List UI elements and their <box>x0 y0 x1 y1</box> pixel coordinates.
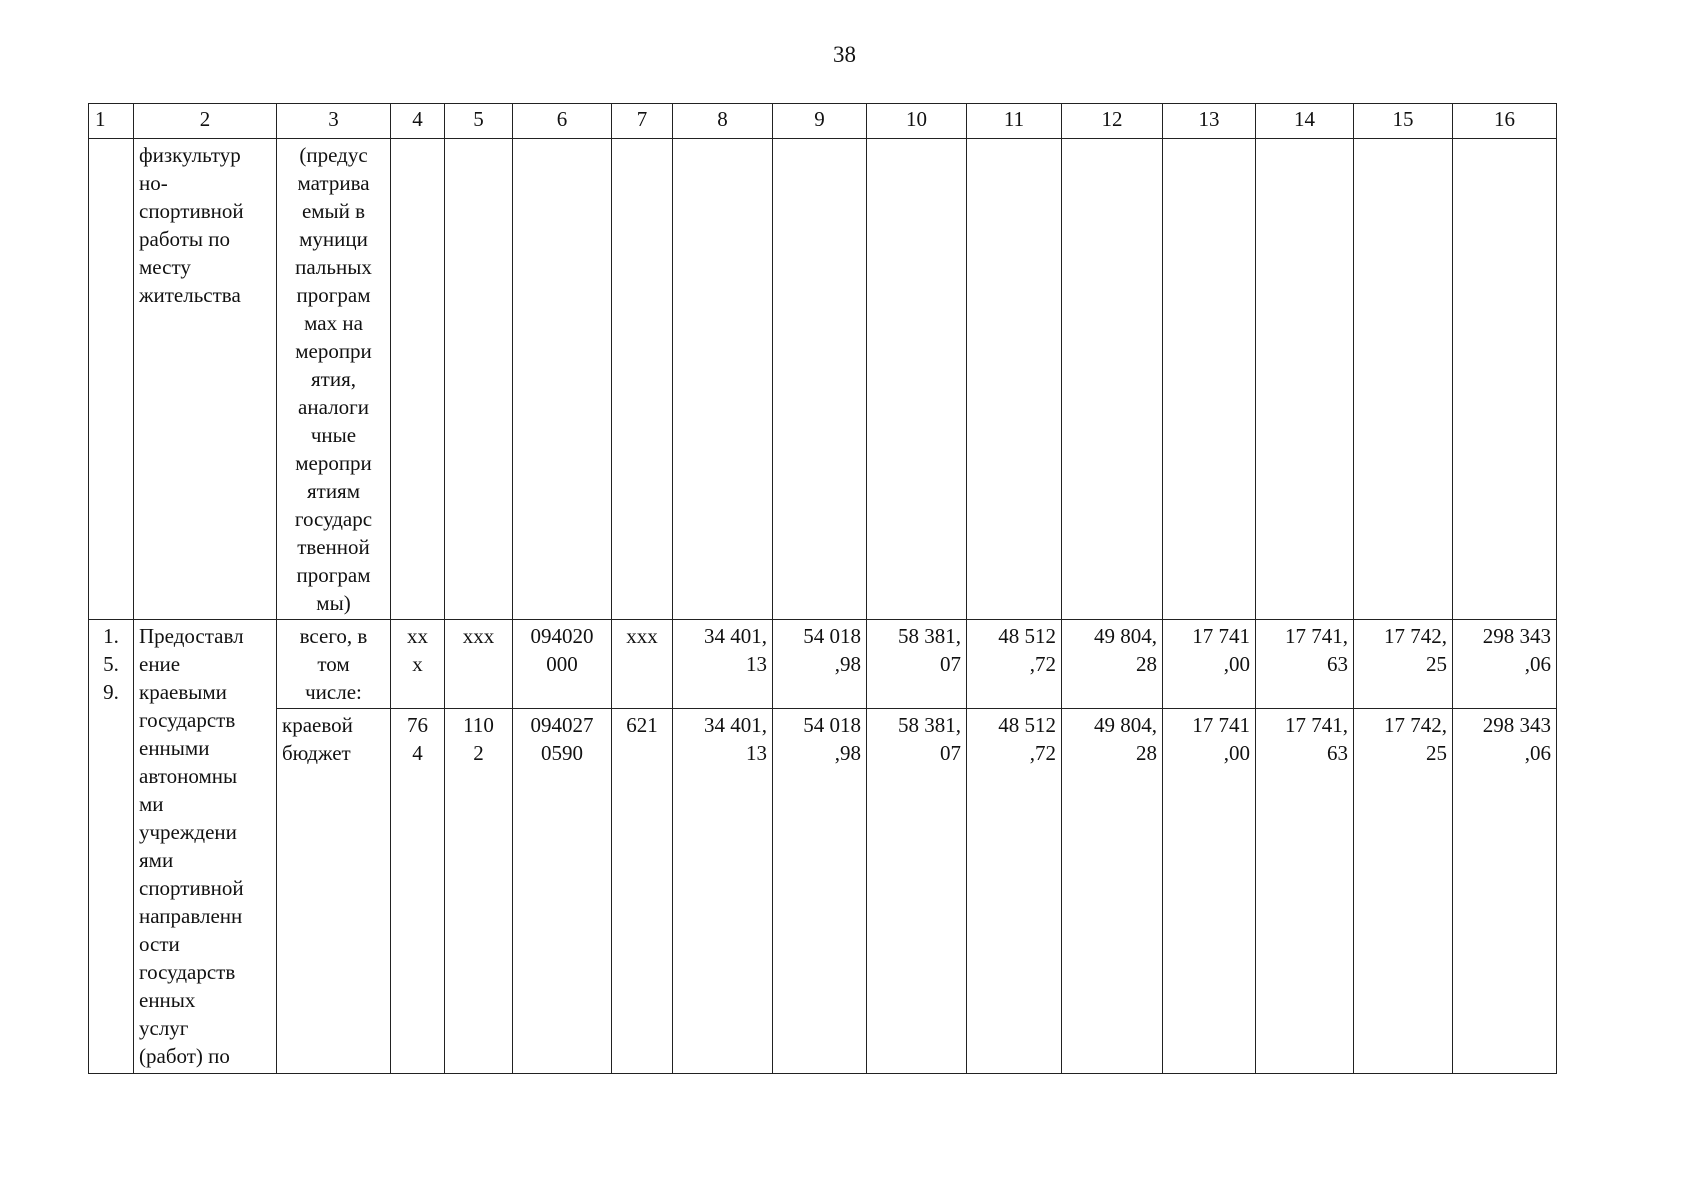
table-cell: всего, в том числе: <box>277 620 391 709</box>
table-cell: 34 401, 13 <box>673 620 773 709</box>
table-cell: (предус матрива емый в муници пальных програм мах на меропри ятия, аналоги чные меропри ятиям государс твенной програм мы) <box>277 139 391 620</box>
table-cell <box>1163 139 1256 620</box>
table-header-row <box>89 104 1557 139</box>
header-cell: 5 <box>445 104 513 139</box>
table-cell: 17 742, 25 <box>1354 620 1453 709</box>
header-cell: 3 <box>277 104 391 139</box>
table-row <box>89 620 1557 709</box>
header-cell: 13 <box>1163 104 1256 139</box>
page-number: 38 <box>833 42 856 67</box>
data-table <box>88 103 1557 1074</box>
table-row <box>89 139 1557 620</box>
table-cell <box>612 139 673 620</box>
table-cell: ххх <box>445 620 513 709</box>
table-cell: 17 742, 25 <box>1354 709 1453 1074</box>
table-cell <box>673 139 773 620</box>
table-cell: 58 381, 07 <box>867 620 967 709</box>
table-cell: 48 512 ,72 <box>967 709 1062 1074</box>
table-cell <box>89 139 134 620</box>
header-cell: 14 <box>1256 104 1354 139</box>
table-cell: физкультур но- спортивной работы по месту жительства <box>134 139 277 620</box>
table-cell <box>1354 139 1453 620</box>
header-cell: 12 <box>1062 104 1163 139</box>
table-row <box>89 709 1557 1074</box>
table-cell <box>513 139 612 620</box>
header-cell: 7 <box>612 104 673 139</box>
table-cell <box>391 139 445 620</box>
table-cell <box>445 139 513 620</box>
table-cell <box>867 139 967 620</box>
table-cell <box>773 139 867 620</box>
header-cell: 4 <box>391 104 445 139</box>
row-number-cell: 1. 5. 9. <box>89 620 134 1074</box>
table-cell: 48 512 ,72 <box>967 620 1062 709</box>
table-cell: 17 741, 63 <box>1256 709 1354 1074</box>
header-cell: 11 <box>967 104 1062 139</box>
table-cell: 17 741 ,00 <box>1163 620 1256 709</box>
table-cell: краевой бюджет <box>277 709 391 1074</box>
table-cell: 621 <box>612 709 673 1074</box>
table-cell: 34 401, 13 <box>673 709 773 1074</box>
table-cell <box>1062 139 1163 620</box>
table-cell: 49 804, 28 <box>1062 620 1163 709</box>
table-cell: 298 343 ,06 <box>1453 709 1557 1074</box>
table-cell <box>1453 139 1557 620</box>
table-cell: 17 741, 63 <box>1256 620 1354 709</box>
table-cell <box>1256 139 1354 620</box>
header-cell: 8 <box>673 104 773 139</box>
table-cell: 54 018 ,98 <box>773 709 867 1074</box>
header-cell: 15 <box>1354 104 1453 139</box>
table-cell: хх х <box>391 620 445 709</box>
table-cell: 58 381, 07 <box>867 709 967 1074</box>
table-cell: 094027 0590 <box>513 709 612 1074</box>
table-cell: 094020 000 <box>513 620 612 709</box>
header-cell: 1 <box>89 104 134 139</box>
table-cell <box>967 139 1062 620</box>
table-cell: 298 343 ,06 <box>1453 620 1557 709</box>
header-cell: 10 <box>867 104 967 139</box>
table-cell: ххх <box>612 620 673 709</box>
header-cell: 9 <box>773 104 867 139</box>
header-cell: 6 <box>513 104 612 139</box>
table-cell: Предоставл ение краевыми государств енными автономны ми учреждени ями спортивной направленн ости государств енных услуг (работ) по <box>134 620 277 1074</box>
table-cell: 17 741 ,00 <box>1163 709 1256 1074</box>
header-cell: 16 <box>1453 104 1557 139</box>
header-cell: 2 <box>134 104 277 139</box>
table-cell: 54 018 ,98 <box>773 620 867 709</box>
table-cell: 76 4 <box>391 709 445 1074</box>
table-cell: 110 2 <box>445 709 513 1074</box>
table-cell: 49 804, 28 <box>1062 709 1163 1074</box>
